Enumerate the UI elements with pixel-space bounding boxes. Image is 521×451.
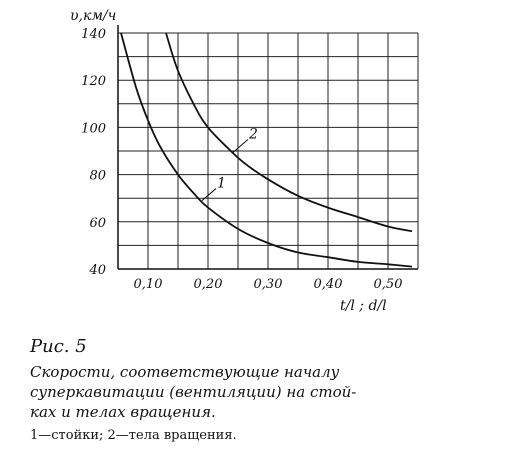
x-tick-label: 0,10 xyxy=(133,277,163,292)
x-axis-label: t/l ; d/l xyxy=(340,298,387,314)
y-tick-label: 60 xyxy=(89,215,106,231)
y-tick-label: 120 xyxy=(81,74,106,90)
caption-line: Скорости, соответствующие началу xyxy=(30,363,340,381)
figure-legend: 1—стойки; 2—тела вращения. xyxy=(30,428,237,443)
caption-line: суперкавитации (вентиляции) на стой- xyxy=(30,383,357,401)
series-line-1 xyxy=(121,33,412,267)
y-tick-label: 40 xyxy=(89,263,106,278)
x-tick-label: 0,40 xyxy=(313,277,343,292)
x-tick-label: 0,30 xyxy=(253,277,283,292)
series-label: 2 xyxy=(249,126,258,143)
y-axis-label: υ,км/ч xyxy=(70,8,117,24)
y-tick-label: 140 xyxy=(81,27,106,42)
series-label: 1 xyxy=(217,175,226,192)
series-labels xyxy=(202,126,258,200)
figure-caption xyxy=(30,362,510,422)
series-label-leader xyxy=(202,189,216,201)
y-tick-label: 80 xyxy=(89,168,106,184)
x-tick-label: 0,50 xyxy=(373,277,403,292)
figure-number: Рис. 5 xyxy=(30,336,87,357)
y-tick-label: 100 xyxy=(81,121,106,137)
x-tick-label: 0,20 xyxy=(193,277,223,292)
caption-line: ках и телах вращения. xyxy=(30,403,216,421)
series-lines xyxy=(121,33,412,267)
series-line-2 xyxy=(166,33,412,231)
